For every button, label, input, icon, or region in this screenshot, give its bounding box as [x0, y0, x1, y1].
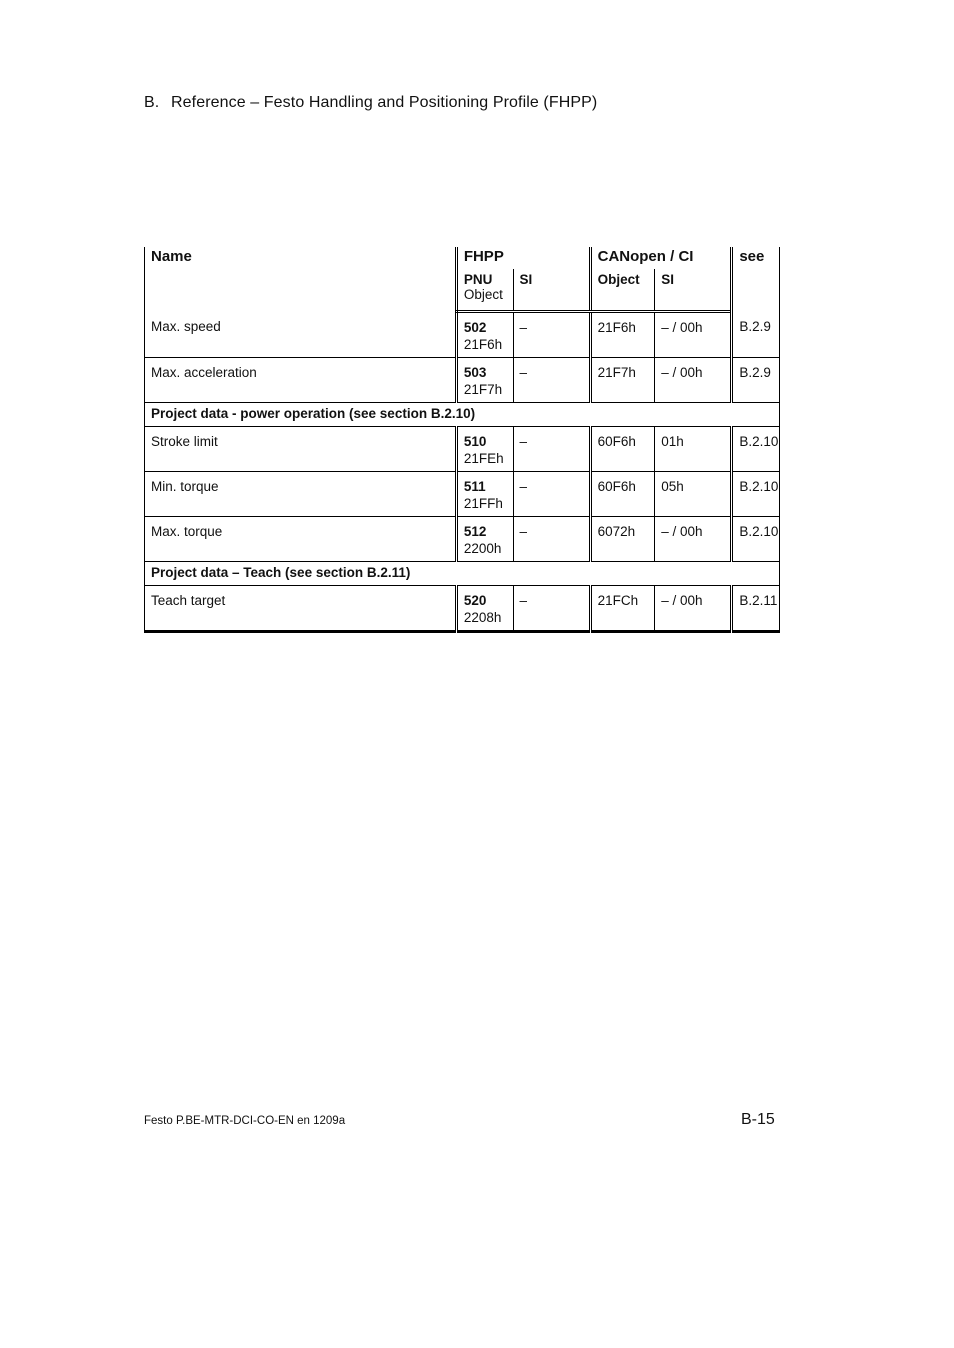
pnu-object: 2200h	[463, 541, 502, 556]
cell-si: –	[513, 586, 590, 632]
cell-name: Min. torque	[145, 472, 457, 517]
cell-see: B.2.11	[732, 586, 780, 632]
header-canopen: CANopen / CI	[590, 247, 732, 269]
pnu-object: 2208h	[463, 610, 502, 625]
pnu-number: 510	[463, 434, 487, 449]
header-object: Object	[590, 269, 655, 312]
cell-si2: 05h	[655, 472, 732, 517]
pnu-object: 21FEh	[463, 451, 504, 466]
pnu-object: 21F7h	[463, 382, 503, 397]
header-pnu: PNU Object	[456, 269, 513, 312]
cell-si: –	[513, 358, 590, 403]
cell-si2: – / 00h	[655, 586, 732, 632]
table-row	[145, 472, 780, 517]
table-row	[145, 427, 780, 472]
table-row	[145, 517, 780, 562]
header-fhpp: FHPP	[456, 247, 590, 269]
cell-pnu	[456, 517, 513, 562]
cell-object: 60F6h	[590, 427, 655, 472]
pnu-number: 511	[463, 479, 486, 494]
cell-name: Max. torque	[145, 517, 457, 562]
chapter-number: B.	[144, 94, 160, 111]
header-see: see	[732, 247, 780, 312]
pnu-number: 512	[463, 524, 487, 539]
table-row	[145, 358, 780, 403]
cell-object: 60F6h	[590, 472, 655, 517]
cell-object: 21F7h	[590, 358, 655, 403]
cell-object: 21F6h	[590, 312, 655, 358]
cell-see: B.2.10	[732, 517, 780, 562]
cell-object: 21FCh	[590, 586, 655, 632]
cell-name: Stroke limit	[145, 427, 457, 472]
page-header	[144, 94, 597, 112]
cell-see: B.2.10	[732, 427, 780, 472]
cell-name: Teach target	[145, 586, 457, 632]
cell-pnu	[456, 427, 513, 472]
section-row	[145, 562, 780, 586]
cell-pnu	[456, 472, 513, 517]
parameter-table	[144, 247, 780, 633]
cell-pnu	[456, 358, 513, 403]
cell-si: –	[513, 517, 590, 562]
cell-si2: – / 00h	[655, 517, 732, 562]
cell-see: B.2.10	[732, 472, 780, 517]
cell-pnu	[456, 312, 513, 358]
pnu-number: 503	[463, 365, 487, 380]
cell-si2: 01h	[655, 427, 732, 472]
cell-object: 6072h	[590, 517, 655, 562]
footer-page-number: B-15	[741, 1111, 775, 1128]
table-row	[145, 586, 780, 632]
table-header-row	[145, 247, 780, 269]
cell-si2: – / 00h	[655, 358, 732, 403]
cell-name: Max. speed	[145, 312, 457, 358]
cell-name: Max. acceleration	[145, 358, 457, 403]
footer-doc-id: Festo P.BE-MTR-DCI-CO-EN en 1209a	[144, 1115, 346, 1127]
header-name: Name	[145, 247, 457, 312]
pnu-number: 502	[463, 320, 487, 335]
cell-si: –	[513, 472, 590, 517]
section-title: Project data - power operation (see section B.2.10)	[145, 403, 780, 427]
section-row	[145, 403, 780, 427]
pnu-object: 21FFh	[463, 496, 503, 511]
section-title: Project data – Teach (see section B.2.11)	[145, 562, 780, 586]
header-si2: SI	[655, 269, 732, 312]
header-si: SI	[513, 269, 590, 312]
cell-pnu	[456, 586, 513, 632]
cell-see: B.2.9	[732, 358, 780, 403]
cell-see: B.2.9	[732, 312, 780, 358]
cell-si: –	[513, 427, 590, 472]
table-row	[145, 312, 780, 358]
pnu-object: 21F6h	[463, 337, 503, 352]
chapter-title: Reference – Festo Handling and Positioning Profile (FHPP)	[171, 94, 598, 111]
cell-si2: – / 00h	[655, 312, 732, 358]
cell-si: –	[513, 312, 590, 358]
pnu-number: 520	[463, 593, 487, 608]
